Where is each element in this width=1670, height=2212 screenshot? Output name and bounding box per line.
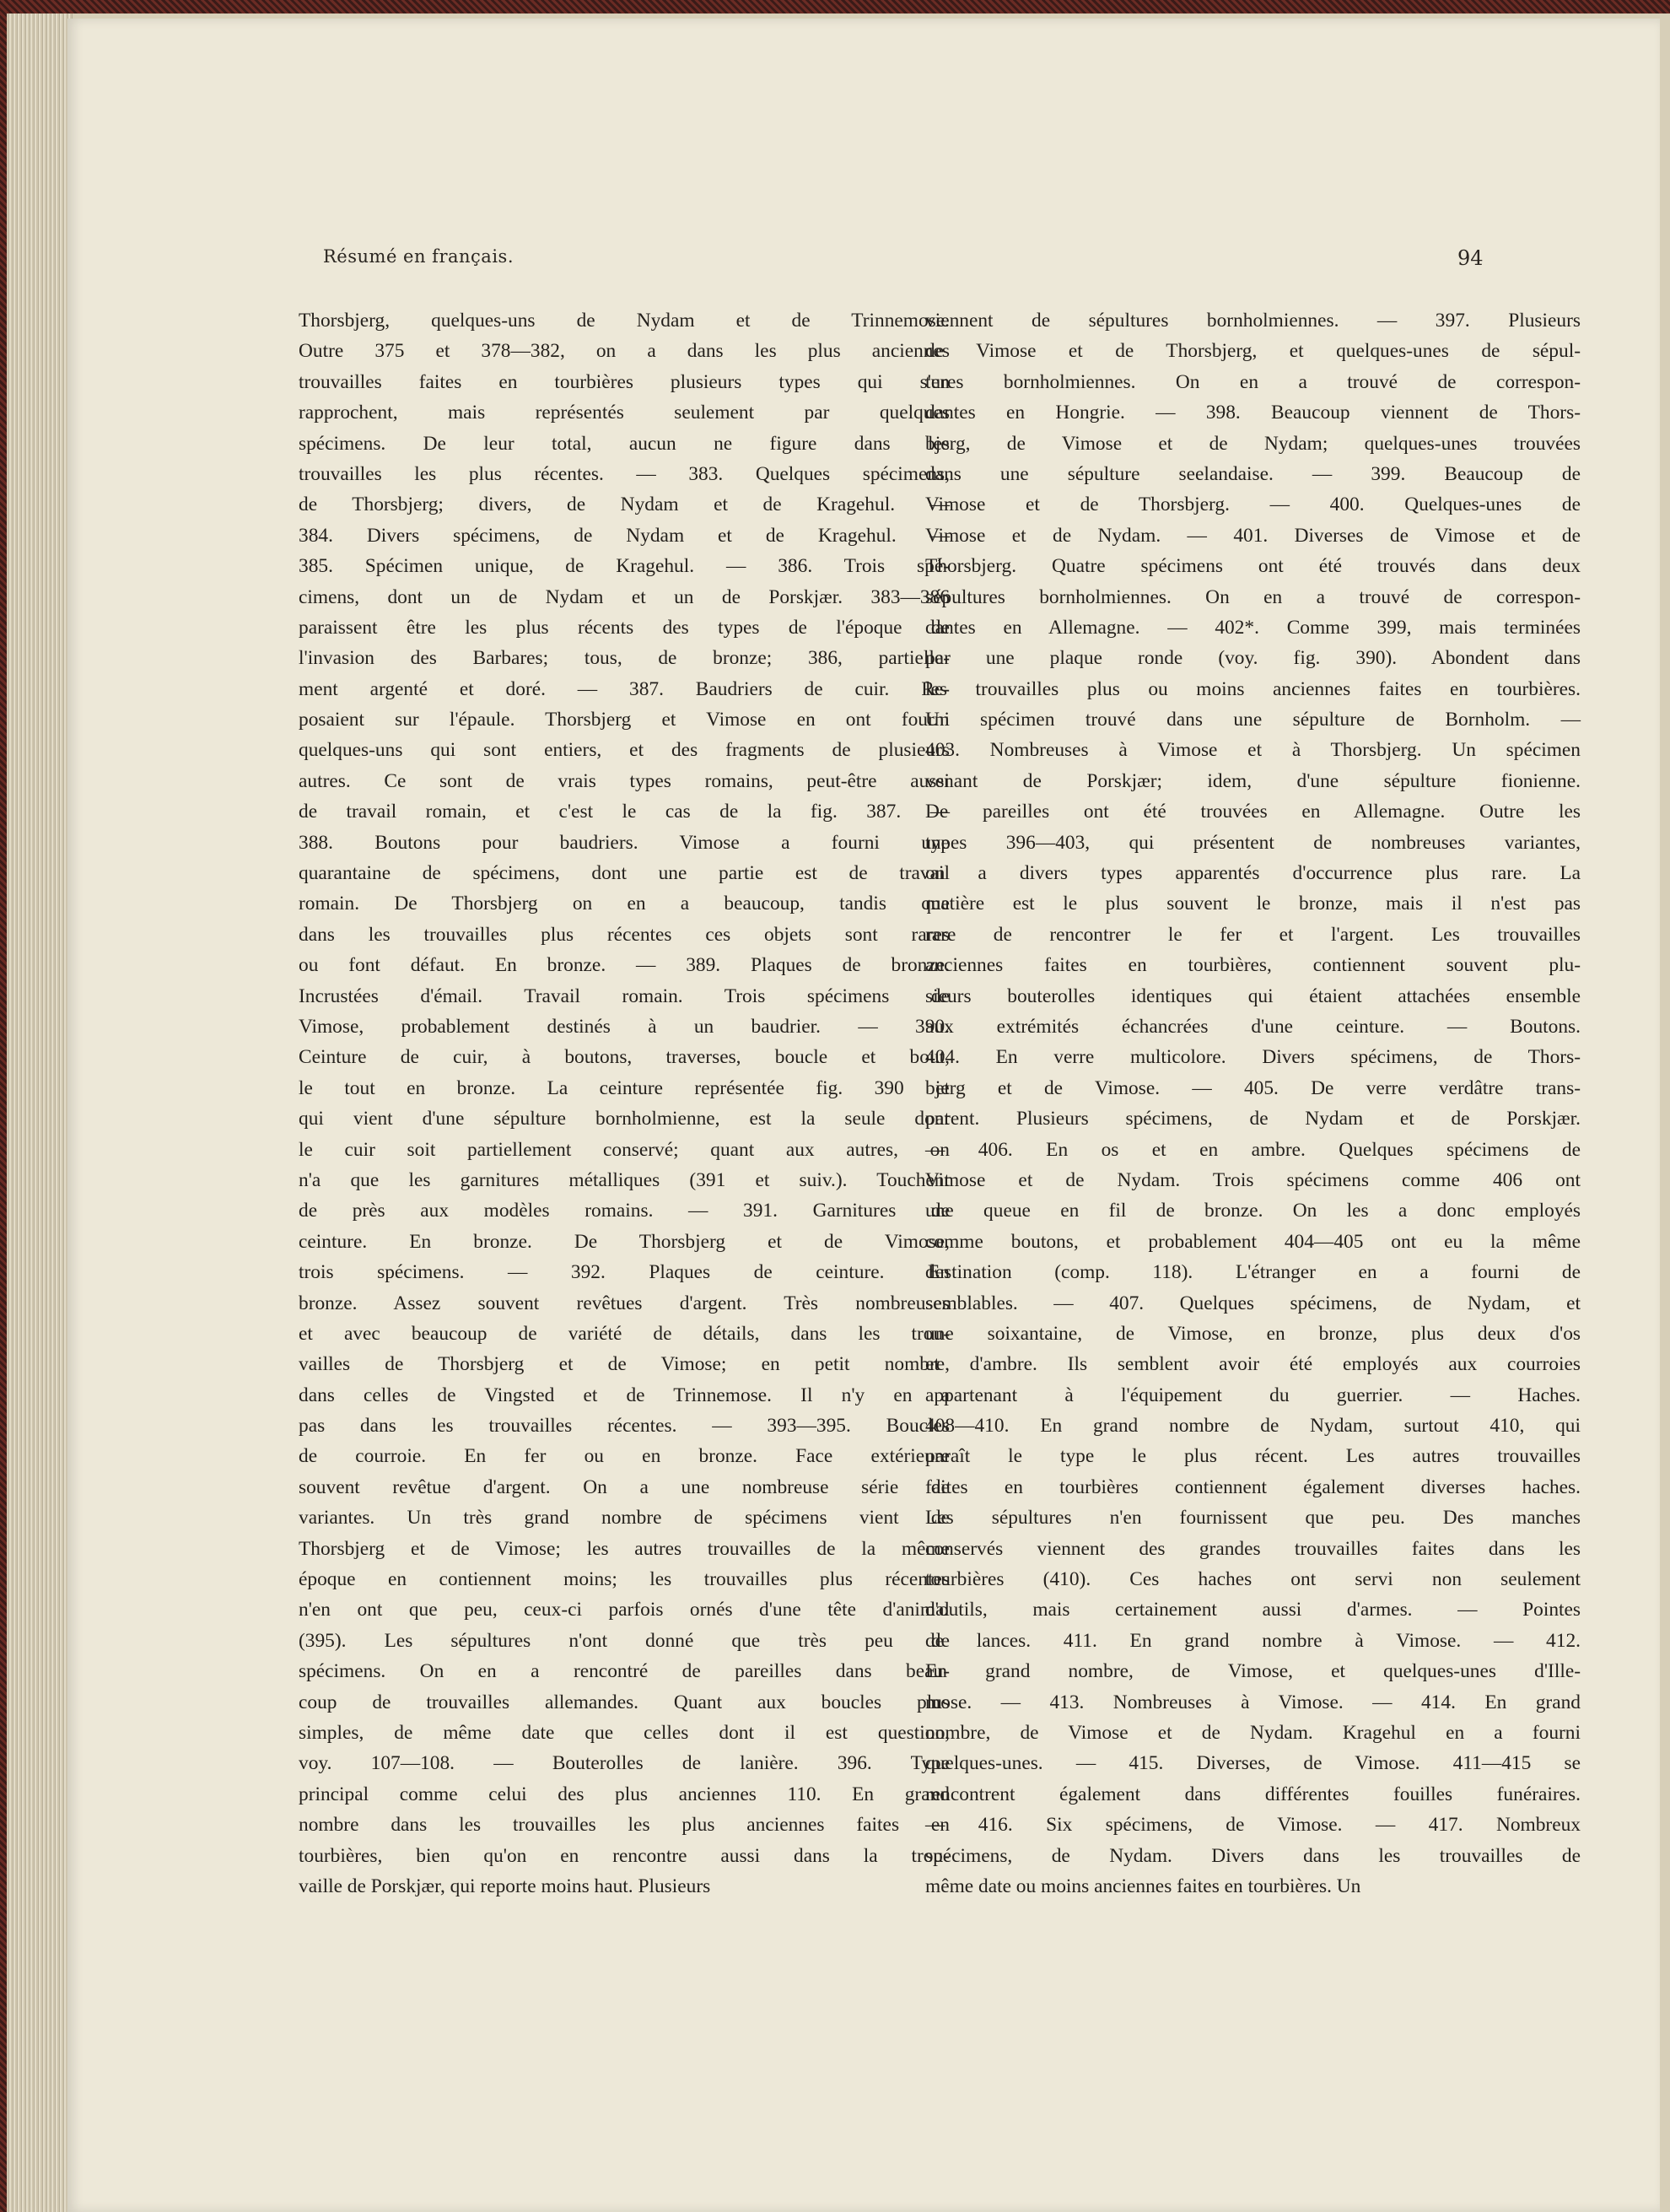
text-line: et avec beaucoup de variété de détails, dans les trou- xyxy=(299,1322,950,1345)
text-line: par une plaque ronde (voy. fig. 390). Abondent dans xyxy=(925,647,1581,670)
text-line: qui vient d'une sépulture bornholmienne, est la seule dont xyxy=(299,1108,950,1130)
text-line: Ceinture de cuir, à boutons, traverses, boucle et bout, xyxy=(299,1046,950,1069)
text-line: Thorsbjerg et de Vimose; les autres trouvailles de la même xyxy=(299,1537,950,1560)
text-line: sieurs bouterolles identiques qui étaient attachées ensemble xyxy=(925,985,1581,1007)
text-line: Un spécimen trouvé dans une sépulture de Bornholm. — xyxy=(925,709,1581,731)
page-number: 94 xyxy=(1457,246,1484,270)
text-line: pas dans les trouvailles récentes. — 393—395. Boucles xyxy=(299,1415,950,1438)
text-line: anciennes faites en tourbières, contiennent souvent plu- xyxy=(925,954,1581,977)
text-line: le tout en bronze. La ceinture représentée fig. 390 et xyxy=(299,1076,950,1099)
text-line: voy. 107—108. — Bouterolles de lanière. 396. Type xyxy=(299,1752,950,1775)
text-line: 388. Boutons pour baudriers. Vimose a fourni une xyxy=(299,831,950,854)
text-line: spécimens. De leur total, aucun ne figure dans les xyxy=(299,432,950,455)
text-line: bjerg et de Vimose. — 405. De verre verdâtre trans- xyxy=(925,1076,1581,1099)
text-line: nombre dans les trouvailles les plus anciennes faites en xyxy=(299,1814,950,1837)
text-line: dantes en Allemagne. — 402*. Comme 399, mais terminées xyxy=(925,616,1581,639)
text-line: 404. En verre multicolore. Divers spécimens, de Thors- xyxy=(925,1046,1581,1069)
text-line: semblables. — 407. Quelques spécimens, de Nydam, et xyxy=(925,1292,1581,1314)
text-line: venant de Porskjær; idem, d'une sépulture fionienne. xyxy=(925,769,1581,792)
text-line: posaient sur l'épaule. Thorsbjerg et Vimose en ont fourni xyxy=(299,709,950,731)
text-line: trouvailles les plus récentes. — 383. Quelques spécimens, xyxy=(299,462,950,485)
text-line: quelques-uns qui sont entiers, et des fragments de plusieurs xyxy=(299,739,950,762)
text-line: vaille de Porskjær, qui reporte moins haut. Plusieurs xyxy=(299,1875,711,1897)
text-line: Les sépultures n'en fournissent que peu. Des manches xyxy=(925,1507,1581,1530)
text-line: spécimens. On en a rencontré de pareilles dans beau- xyxy=(299,1660,950,1683)
text-line: une queue en fil de bronze. On les a donc employés xyxy=(925,1200,1581,1222)
text-line: même date ou moins anciennes faites en tourbières. Un xyxy=(925,1875,1361,1897)
text-line: viennent de sépultures bornholmiennes. — 397. Plusieurs xyxy=(925,310,1581,332)
text-line: variantes. Un très grand nombre de spécimens vient de xyxy=(299,1507,950,1530)
text-line: paraît le type le plus récent. Les autres trouvailles xyxy=(925,1445,1581,1468)
text-line: dans celles de Vingsted et de Trinnemose. Il n'y en a xyxy=(299,1384,950,1406)
text-line: dans une sépulture seelandaise. — 399. Beaucoup de xyxy=(925,462,1581,485)
text-line: parent. Plusieurs spécimens, de Nydam et de Porskjær. xyxy=(925,1108,1581,1130)
text-line: tourbières, bien qu'on en rencontre aussi dans la trou- xyxy=(299,1844,950,1867)
text-line: n'en ont que peu, ceux-ci parfois ornés d'une tête d'animal xyxy=(299,1599,950,1621)
text-line: de lances. 411. En grand nombre à Vimose. — 412. xyxy=(925,1629,1581,1652)
text-line: rencontrent également dans différentes fouilles funéraires. xyxy=(925,1783,1581,1805)
text-line: les trouvailles plus ou moins anciennes faites en tourbières. xyxy=(925,677,1581,700)
text-line: dantes en Hongrie. — 398. Beaucoup viennent de Thors- xyxy=(925,402,1581,424)
text-line: ment argenté et doré. — 387. Baudriers de cuir. Re- xyxy=(299,677,950,700)
text-line: 403. Nombreuses à Vimose et à Thorsbjerg. Un spécimen xyxy=(925,739,1581,762)
text-line: ou font défaut. En bronze. — 389. Plaques de bronze. xyxy=(299,954,950,977)
text-line: principal comme celui des plus anciennes 110. En grand xyxy=(299,1783,950,1805)
right-column xyxy=(925,305,1581,1902)
text-line: nombre, de Vimose et de Nydam. Kragehul en a fourni xyxy=(925,1721,1581,1744)
text-line: on a divers types apparentés d'occurrence plus rare. La xyxy=(925,862,1581,885)
text-line: bronze. Assez souvent revêtues d'argent. Très nombreuses xyxy=(299,1292,950,1314)
text-line: une soixantaine, de Vimose, en bronze, plus deux d'os xyxy=(925,1322,1581,1345)
text-line: 384. Divers spécimens, de Nydam et de Kragehul. — xyxy=(299,524,950,547)
text-line: de courroie. En fer ou en bronze. Face extérieure xyxy=(299,1445,950,1468)
text-line: dans les trouvailles plus récentes ces objets sont rares xyxy=(299,923,950,946)
text-line: Vimose et de Nydam. Trois spécimens comme 406 ont xyxy=(925,1168,1581,1191)
text-line: Thorsbjerg. Quatre spécimens ont été trouvés dans deux xyxy=(925,555,1581,578)
text-line: de près aux modèles romains. — 391. Garnitures de xyxy=(299,1200,950,1222)
text-line: destination (comp. 118). L'étranger en a fourni de xyxy=(925,1261,1581,1284)
text-line: spécimens, de Nydam. Divers dans les trouvailles de xyxy=(925,1844,1581,1867)
text-line: conservés viennent des grandes trouvailles faites dans les xyxy=(925,1537,1581,1560)
text-line: aux extrémités échancrées d'une ceinture. — Boutons. xyxy=(925,1015,1581,1038)
text-line: simples, de même date que celles dont il est question, xyxy=(299,1721,950,1744)
text-line: Incrustées d'émail. Travail romain. Trois spécimens de xyxy=(299,985,950,1007)
text-line: et d'ambre. Ils semblent avoir été employés aux courroies xyxy=(925,1353,1581,1376)
text-line: Outre 375 et 378—382, on a dans les plus anciennes xyxy=(299,340,950,363)
text-line: (395). Les sépultures n'ont donné que très peu de xyxy=(299,1629,950,1652)
text-line: le cuir soit partiellement conservé; quant aux autres, on xyxy=(299,1138,950,1161)
text-line: — 416. Six spécimens, de Vimose. — 417. Nombreux xyxy=(925,1814,1581,1837)
text-line: n'a que les garnitures métalliques (391 et suiv.). Touchent xyxy=(299,1168,950,1191)
text-line: mose. — 413. Nombreuses à Vimose. — 414. En grand xyxy=(925,1691,1581,1713)
text-line: autres. Ce sont de vrais types romains, peut-être aussi xyxy=(299,769,950,792)
text-line: quarantaine de spécimens, dont une partie est de travail xyxy=(299,862,950,885)
text-line: matière est le plus souvent le bronze, mais il n'est pas xyxy=(925,893,1581,915)
text-line: Thorsbjerg, quelques-uns de Nydam et de Trinnemose. xyxy=(299,310,950,332)
text-line: d'outils, mais certainement aussi d'armes. — Pointes xyxy=(925,1599,1581,1621)
text-line: rare de rencontrer le fer et l'argent. Les trouvailles xyxy=(925,923,1581,946)
text-line: époque en contiennent moins; les trouvailles plus récentes xyxy=(299,1568,950,1591)
left-column xyxy=(299,305,950,1902)
text-line: De pareilles ont été trouvées en Allemagne. Outre les xyxy=(925,801,1581,823)
text-line: vailles de Thorsbjerg et de Vimose; en petit nombre, xyxy=(299,1353,950,1376)
text-line: faites en tourbières contiennent également diverses haches. xyxy=(925,1476,1581,1498)
text-line: l'invasion des Barbares; tous, de bronze; 386, partielle- xyxy=(299,647,950,670)
text-line: tourbières (410). Ces haches ont servi non seulement xyxy=(925,1568,1581,1591)
text-line: En grand nombre, de Vimose, et quelques-unes d'Ille- xyxy=(925,1660,1581,1683)
text-line: trois spécimens. — 392. Plaques de ceinture. En xyxy=(299,1261,950,1284)
text-line: comme boutons, et probablement 404—405 ont eu la même xyxy=(925,1230,1581,1253)
text-line: tures bornholmiennes. On en a trouvé de correspon- xyxy=(925,370,1581,393)
text-line: sépultures bornholmiennes. On en a trouvé de correspon- xyxy=(925,585,1581,608)
text-line: rapprochent, mais représentés seulement par quelques xyxy=(299,402,950,424)
text-line: ceinture. En bronze. De Thorsbjerg et de Vimose, xyxy=(299,1230,950,1253)
text-line: types 396—403, qui présentent de nombreuses variantes, xyxy=(925,831,1581,854)
text-line: — 406. En os et en ambre. Quelques spécimens de xyxy=(925,1138,1581,1161)
text-line: cimens, dont un de Nydam et un de Porskjær. 383—386 xyxy=(299,585,950,608)
text-line: 408—410. En grand nombre de Nydam, surtout 410, qui xyxy=(925,1415,1581,1438)
text-line: quelques-unes. — 415. Diverses, de Vimose. 411—415 se xyxy=(925,1752,1581,1775)
text-line: de Thorsbjerg; divers, de Nydam et de Kragehul. — xyxy=(299,494,950,516)
page-edges xyxy=(7,13,73,2212)
text-line: Vimose, probablement destinés à un baudrier. — 390. xyxy=(299,1015,950,1038)
text-line: de travail romain, et c'est le cas de la fig. 387. — xyxy=(299,801,950,823)
text-line: Vimose et de Nydam. — 401. Diverses de Vimose et de xyxy=(925,524,1581,547)
text-line: souvent revêtue d'argent. On a une nombreuse série de xyxy=(299,1476,950,1498)
text-line: de Vimose et de Thorsbjerg, et quelques-unes de sépul- xyxy=(925,340,1581,363)
text-line: bjerg, de Vimose et de Nydam; quelques-unes trouvées xyxy=(925,432,1581,455)
text-line: trouvailles faites en tourbières plusieurs types qui s'en xyxy=(299,370,950,393)
text-line: 385. Spécimen unique, de Kragehul. — 386. Trois spé- xyxy=(299,555,950,578)
text-line: appartenant à l'équipement du guerrier. — Haches. xyxy=(925,1384,1581,1406)
text-line: coup de trouvailles allemandes. Quant aux boucles plus xyxy=(299,1691,950,1713)
page xyxy=(67,19,1660,2212)
text-line: Vimose et de Thorsbjerg. — 400. Quelques-unes de xyxy=(925,494,1581,516)
text-line: paraissent être les plus récents des types de l'époque de xyxy=(299,616,950,639)
running-title: Résumé en français. xyxy=(323,246,514,267)
text-line: romain. De Thorsbjerg on en a beaucoup, tandis que xyxy=(299,893,950,915)
